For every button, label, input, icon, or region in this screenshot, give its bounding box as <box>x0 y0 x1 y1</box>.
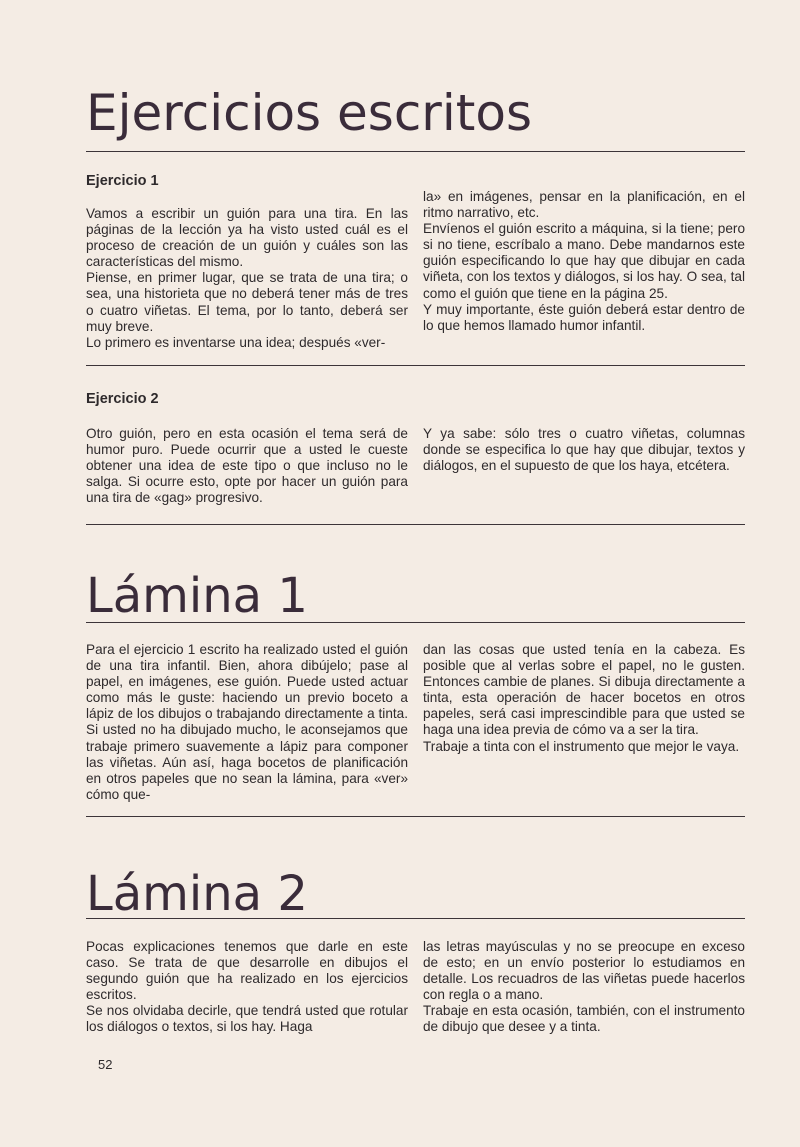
ejercicio-2-left-column <box>86 426 408 506</box>
divider <box>86 622 745 623</box>
lamina-2-right-column <box>423 939 745 1036</box>
ejercicio-1-left-column <box>86 206 408 351</box>
divider <box>86 816 745 817</box>
paragraph: Envíenos el guión escrito a máquina, si la tiene; pero si no tiene, escríbalo a mano. Debe mandarnos este guión especificando lo que hay que dibujar en cada viñeta, con los textos y diálogos, si los hay. O sea, tal como el guión que tiene en la página 25. <box>423 221 745 301</box>
divider <box>86 365 745 366</box>
paragraph: las letras mayúsculas y no se preocupe en exceso de esto; en un envío posterior lo estudiamos en detalle. Los recuadros de las viñetas puede hacerlos con regla o a mano. <box>423 939 745 1003</box>
paragraph: Trabaje en esta ocasión, también, con el instrumento de dibujo que desee y a tinta. <box>423 1003 745 1035</box>
paragraph: Y ya sabe: sólo tres o cuatro viñetas, columnas donde se especifica lo que hay que dibujar, textos y diálogos, en el supuesto de que los haya, etcétera. <box>423 426 745 474</box>
lamina-2-title: Lámina 2 <box>86 866 308 922</box>
paragraph: dan las cosas que usted tenía en la cabeza. Es posible que al verlas sobre el papel, no le gusten. Entonces cambie de planes. Si dibuja directamente a tinta, esta operación de hacer bocetos en otros papeles, será casi imprescindible para que usted se haga una idea previa de cómo va a ser la tira. <box>423 642 745 738</box>
divider <box>86 918 745 919</box>
divider <box>86 151 745 152</box>
paragraph: Piense, en primer lugar, que se trata de una tira; o sea, una historieta que no deberá tener más de tres o cuatro viñetas. El tema, por lo tanto, deberá ser muy breve. <box>86 270 408 334</box>
paragraph: Vamos a escribir un guión para una tira. En las páginas de la lección ya ha visto usted cuál es el proceso de creación de un guión y cuáles son las características del mismo. <box>86 206 408 270</box>
lamina-1-title: Lámina 1 <box>86 568 308 624</box>
lamina-2-left-column <box>86 939 408 1036</box>
divider <box>86 524 745 525</box>
page-number: 52 <box>98 1057 113 1072</box>
ejercicio-1-heading: Ejercicio 1 <box>86 173 159 189</box>
paragraph: Pocas explicaciones tenemos que darle en este caso. Se trata de que desarrolle en dibujos el segundo guión que ha realizado en los ejercicios escritos. <box>86 939 408 1003</box>
ejercicio-1-right-column <box>423 189 745 334</box>
paragraph: Se nos olvidaba decirle, que tendrá usted que rotular los diálogos o textos, si los hay. Haga <box>86 1003 408 1035</box>
page-title: Ejercicios escritos <box>86 84 532 142</box>
lamina-1-right-column <box>423 642 745 755</box>
paragraph: Para el ejercicio 1 escrito ha realizado usted el guión de una tira infantil. Bien, ahora dibújelo; pase al papel, en imágenes, ese guión. Puede usted actuar como más le guste: haciendo un previo boceto a lápiz de los dibujos o trabajando directamente a tinta. Si usted no ha dibujado mucho, le aconsejamos que trabaje primero suavemente a lápiz para componer las viñetas. Aún así, haga bocetos de planificación en otros papeles que no sean la lámina, para «ver» cómo que- <box>86 642 408 802</box>
paragraph: Otro guión, pero en esta ocasión el tema será de humor puro. Puede ocurrir que a usted le cueste obtener una idea de este tipo o que incluso no le salga. Si ocurre esto, opte por hacer un guión para una tira de «gag» progresivo. <box>86 426 408 506</box>
ejercicio-2-heading: Ejercicio 2 <box>86 391 159 407</box>
paragraph: Trabaje a tinta con el instrumento que mejor le vaya. <box>423 738 740 754</box>
paragraph: la» en imágenes, pensar en la planificación, en el ritmo narrativo, etc. <box>423 189 745 221</box>
paragraph: Y muy importante, éste guión deberá estar dentro de lo que hemos llamado humor infantil. <box>423 301 745 333</box>
paragraph: Lo primero es inventarse una idea; después «ver- <box>86 334 386 350</box>
ejercicio-2-right-column <box>423 426 745 474</box>
lamina-1-left-column <box>86 642 408 803</box>
